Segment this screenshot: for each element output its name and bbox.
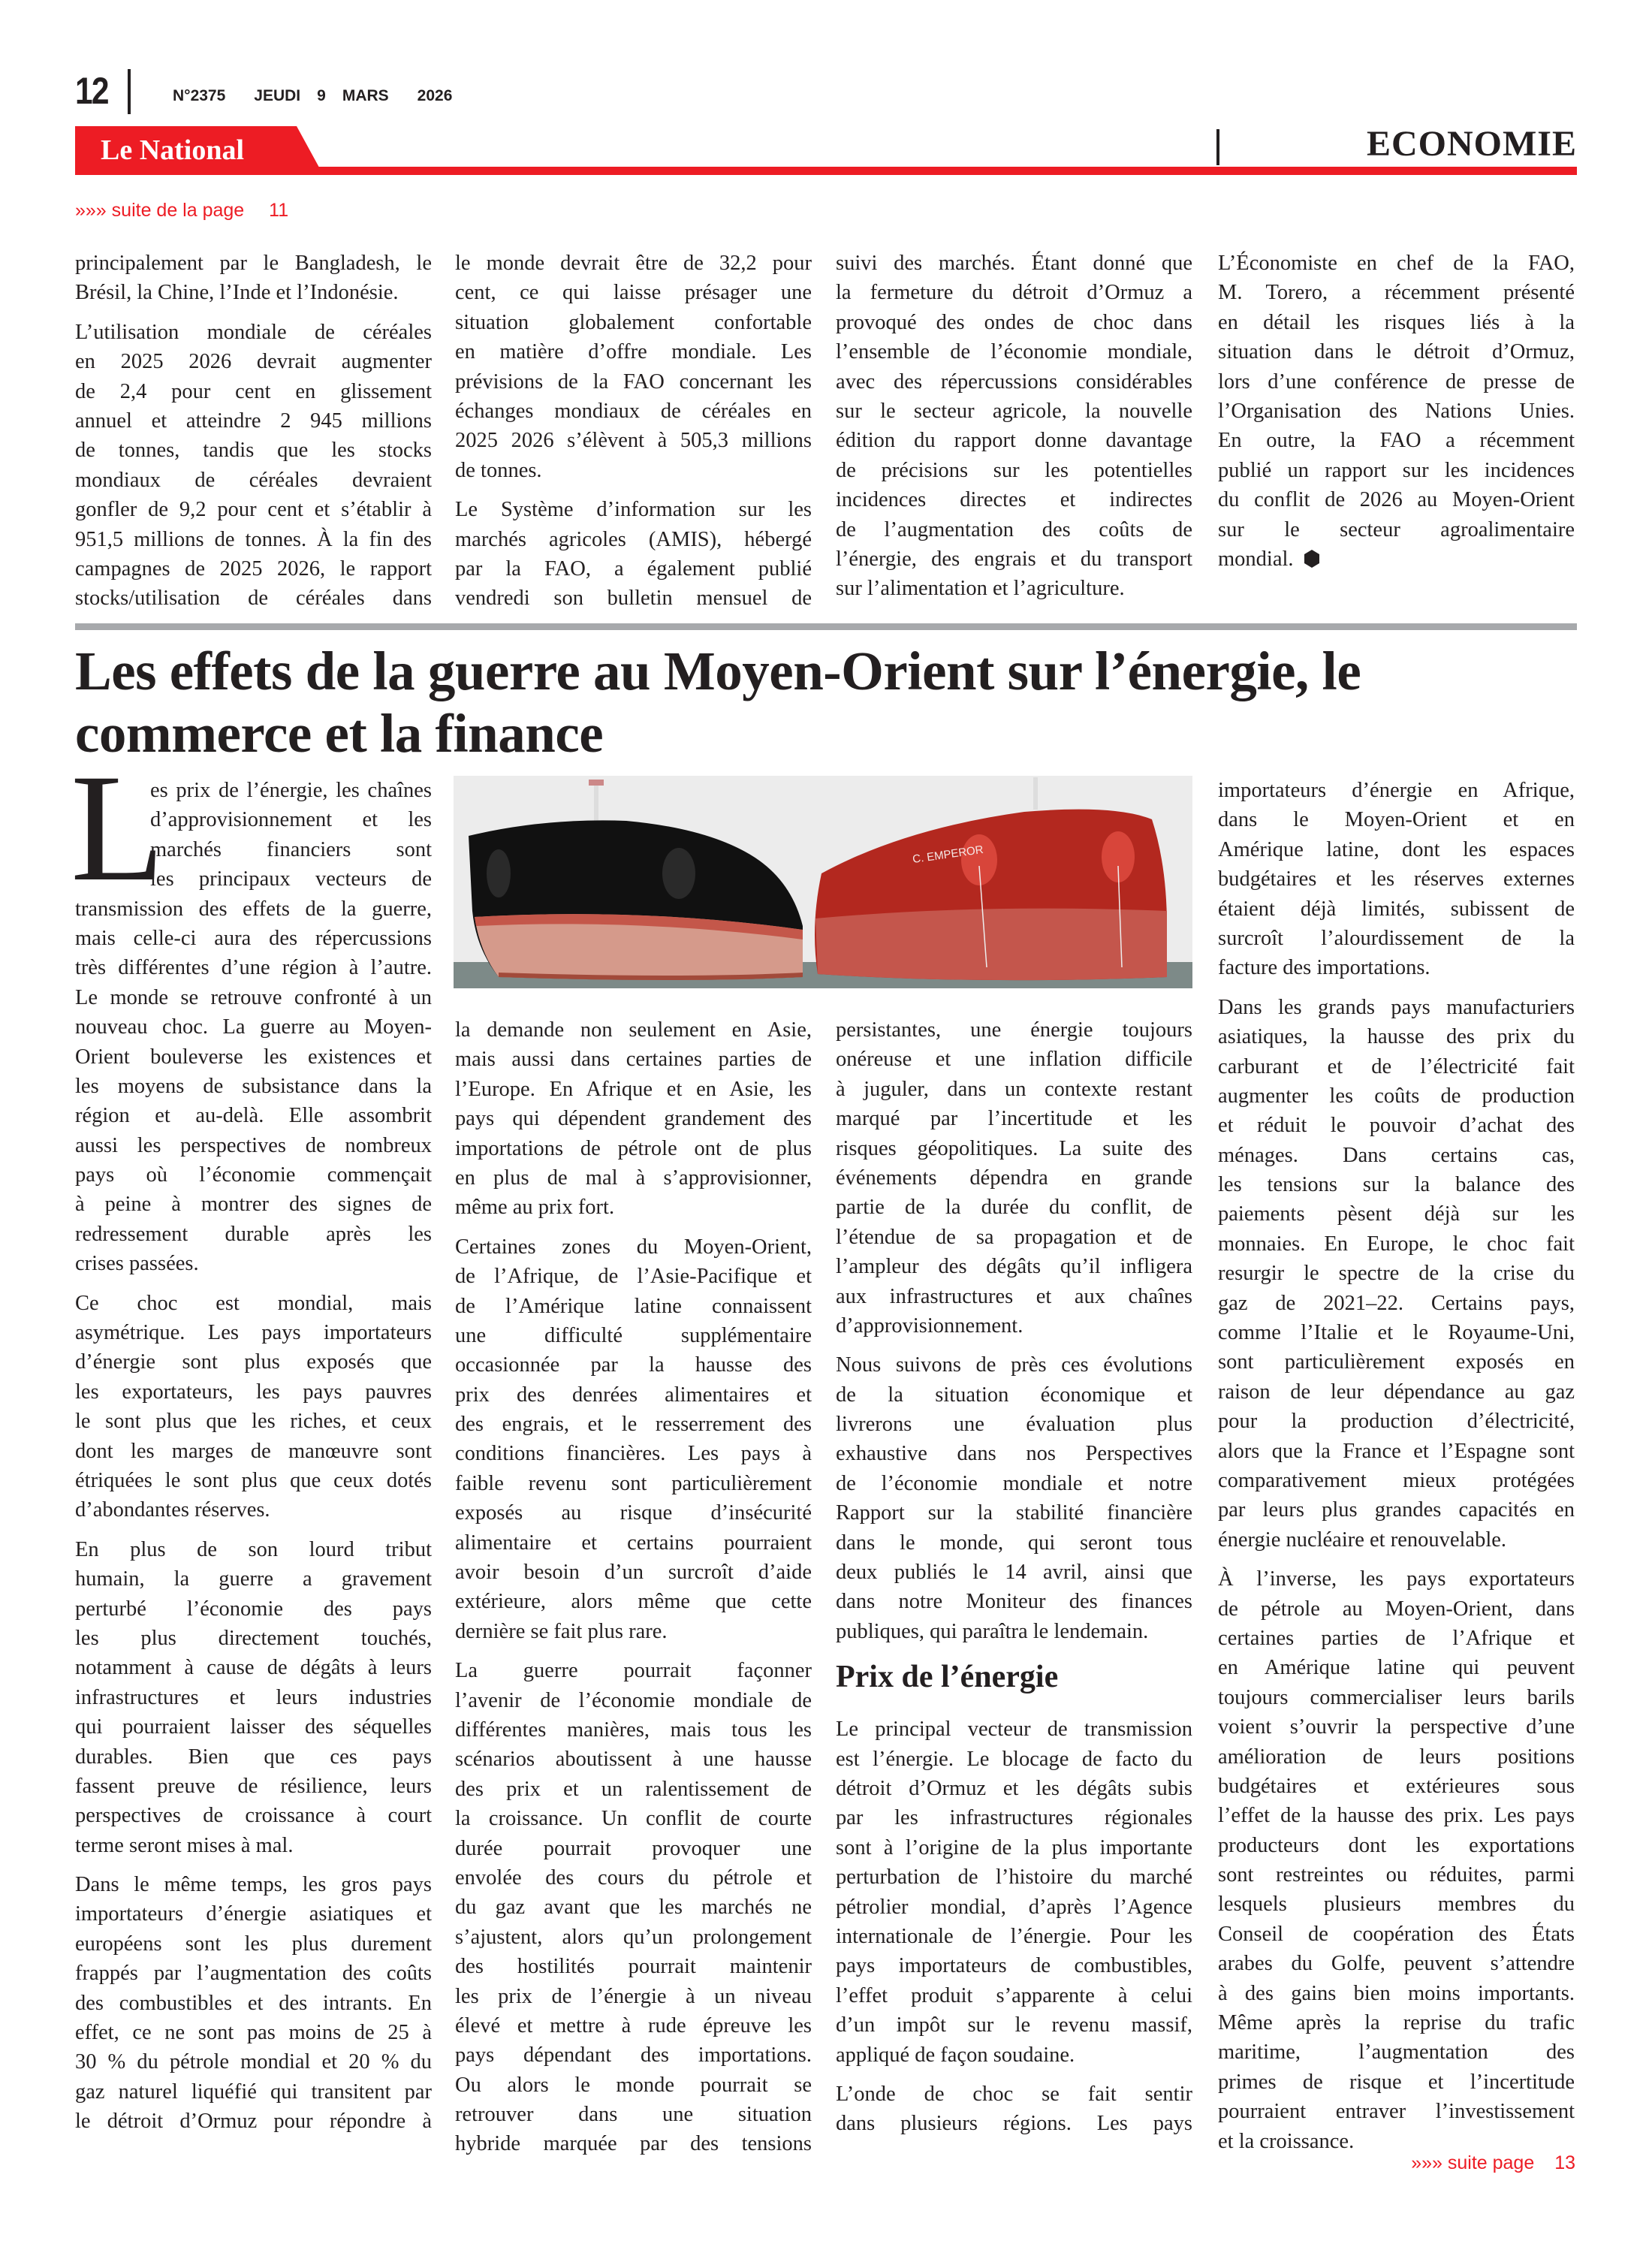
text-line: de pétrole au Moyen-Orient, dans [1218,1597,1575,1621]
text-line: transmission des effets de la guerre, [75,897,432,921]
text-line: Même après la reprise du trafic [1218,2011,1575,2035]
text-line: aux infrastructures et aux chaînes [836,1284,1192,1308]
text-line: durables. Bien que ces pays [75,1745,432,1769]
text-line: événements dépendra en grande [836,1166,1192,1190]
text-line: raison de leur dépendance au gaz [1218,1380,1575,1404]
text-line: par la FAO, a également publié [455,556,812,581]
text-line: publié un rapport sur les incidences [1218,458,1575,482]
subheading: Prix de l’énergie [836,1660,1059,1695]
text-line: les exportateurs, les pays pauvres [75,1380,432,1404]
issue-info [173,87,481,105]
text-line: Le Système d’information sur les [455,498,812,522]
text-line: Certaines zones du Moyen-Orient, [455,1235,812,1259]
text-line: occasionnée par la hausse des [455,1353,812,1377]
text-line: 951,5 millions de tonnes. À la fin des [75,527,432,551]
text-line: producteurs dont les exportations [1218,1833,1575,1857]
prev-article-column-4 [1218,249,1575,584]
text-line: pays qui dépendent grandement des [455,1107,812,1131]
text-line: comparativement mieux protégées [1218,1468,1575,1492]
text-line: gonfler de 9,2 pour cent et s’établir à [75,498,432,522]
continued-from-label: suite de la page [111,200,245,221]
text-line: l’énergie, des engrais et du transport [836,547,1192,571]
paragraph [455,249,812,485]
text-line: de tonnes. [455,458,542,482]
text-line: de l’augmentation des coûts de [836,517,1192,541]
text-line: pourraient entraver l’investissement [1218,2100,1575,2124]
text-line: étaient déjà limités, subissent de [1218,897,1575,921]
text-line: le détroit d’Ormuz pour répondre à [75,2110,432,2134]
text-line: ménages. Dans certains cas, [1218,1143,1575,1167]
text-line: persistantes, une énergie toujours [836,1018,1192,1042]
text-line: La guerre pourrait façonner [455,1659,812,1683]
text-line: du gaz avant que les marchés ne [455,1896,812,1920]
text-line: scénarios aboutissent à une hausse [455,1748,812,1772]
text-line: sur le secteur agroalimentaire [1218,517,1575,541]
tankers-photo [454,776,1192,988]
text-line: incidences directes et indirectes [836,488,1192,512]
paragraph [75,249,432,308]
text-line: humain, la guerre a gravement [75,1567,432,1591]
text-line: région et au-delà. Elle assombrit [75,1104,432,1128]
text-line: Orient bouleverse les existences et [75,1045,432,1069]
text-line: 2025 2026 s’élèvent à 505,3 millions [455,429,812,453]
text-line: dans plusieurs régions. Les pays [836,2112,1192,2136]
text-line: dont les marges de manœuvre sont [75,1439,432,1463]
text-line: est l’énergie. Le blocage de facto du [836,1747,1192,1771]
text-line: très différentes d’une région à l’autre. [75,956,432,980]
text-line: En plus de son lourd tribut [75,1537,432,1561]
text-line: à peine à montrer des signes de [75,1193,432,1217]
paragraph [455,1232,812,1646]
paragraph [75,318,432,614]
text-line: vendredi son bulletin mensuel de [455,587,812,611]
text-line: onéreuse et une inflation difficile [836,1048,1192,1072]
continued-to-link[interactable] [1411,2152,1575,2174]
text-line: Amérique latine, dont les espaces [1218,837,1575,861]
text-line: faible revenu sont particulièrement [455,1471,812,1495]
paragraph [1218,993,1575,1555]
text-line: durée pourrait provoquer une [455,1836,812,1860]
text-line: internationale de l’énergie. Pour les [836,1924,1192,1948]
text-line: d’un impôt sur le revenu massif, [836,2013,1192,2037]
article-column-3 [836,1015,1192,2149]
text-line: le sont plus que les riches, et ceux [75,1410,432,1434]
text-line: de l’économie mondiale et notre [836,1471,1192,1495]
issue-month: MARS [342,87,389,104]
text-line: et réduit le pouvoir d’achat des [1218,1114,1575,1138]
text-line: en matière d’offre mondiale. Les [455,340,812,364]
text-line: à juguler, dans un contexte restant [836,1077,1192,1101]
text-line: importations de pétrole ont de plus [455,1136,812,1160]
paragraph [836,1350,1192,1646]
text-line: Le principal vecteur de transmission [836,1718,1192,1742]
text-line: Dans les grands pays manufacturiers [1218,995,1575,1019]
text-line: l’Europe. En Afrique et en Asie, les [455,1077,812,1101]
text-line: surcroît l’alourdissement de la [1218,926,1575,950]
text-line: la fermeture du détroit d’Ormuz a [836,281,1192,305]
text-line: étriquées le sont plus que ceux dotés [75,1468,432,1492]
text-line: infrastructures et leurs industries [75,1685,432,1709]
text-line: la demande non seulement en Asie, [455,1018,812,1042]
text-line: Nous suivons de près ces évolutions [836,1353,1192,1377]
text-line: de précisions sur les potentielles [836,458,1192,482]
text-line: à des gains bien moins importants. [1218,1981,1575,2005]
continued-from-link[interactable] [75,200,288,222]
article-separator-rule [75,623,1577,630]
text-line: l’ampleur des dégâts qu’il infligera [836,1255,1192,1279]
text-line: asiatiques, la hausse des prix du [1218,1025,1575,1049]
text-line: en 2025 2026 devrait augmenter [75,350,432,374]
text-line: sont particulièrement exposés en [1218,1350,1575,1374]
text-line: terme seront mises à mal. [75,1833,294,1857]
text-line: dans notre Moniteur des finances [836,1590,1192,1614]
text-line: envolée des cours du pétrole et [455,1865,812,1890]
text-line: amélioration de leurs positions [1218,1745,1575,1769]
paragraph [75,1289,432,1525]
text-line: situation globalement confortable [455,310,812,334]
text-line: perturbé l’économie des pays [75,1597,432,1621]
text-line: l’effet produit s’apparente à celui [836,1983,1192,2007]
headline-line: Les effets de la guerre au Moyen-Orient sur l’énergie, le [75,641,1361,701]
text-line: annuel et atteindre 2 945 millions [75,409,432,433]
paragraph [836,1015,1192,1341]
paragraph [836,1715,1192,2070]
paragraph [1218,249,1575,574]
text-line: édition du rapport donne davantage [836,429,1192,453]
text-line: comme l’Italie et le Royaume-Uni, [1218,1321,1575,1345]
text-line: par leurs plus grandes capacités en [1218,1498,1575,1522]
text-line: échanges mondiaux de céréales en [455,399,812,423]
text-line: marchés agricoles (AMIS), hébergé [455,527,812,551]
text-line: monnaies. En Europe, le choc fait [1218,1232,1575,1256]
text-line: publiques, qui paraîtra le lendemain. [836,1619,1149,1643]
text-line: importateurs d’énergie asiatiques et [75,1902,432,1926]
text-line: l’ensemble de l’économie mondiale, [836,340,1192,364]
text-line: asymétrique. Les pays importateurs [75,1321,432,1345]
text-line: avec des répercussions considérables [836,369,1192,394]
text-line: des engrais, et le resserrement des [455,1413,812,1437]
text-line: Dans le même temps, les gros pays [75,1873,432,1897]
paragraph [836,249,1192,604]
paragraph [75,776,432,1279]
continued-to-page: 13 [1554,2152,1575,2173]
text-line: campagnes de 2025 2026, le rapport [75,556,432,581]
prev-article-column-3 [836,249,1192,614]
text-line: mondial. [1218,544,1575,574]
text-line: primes de risque et l’incertitude [1218,2070,1575,2094]
text-line: facture des importations. [1218,956,1430,980]
text-line: en Amérique latine qui peuvent [1218,1656,1575,1680]
text-line: en plus de mal à s’approvisionner, [455,1166,812,1190]
text-line: alors que la France et l’Espagne sont [1218,1439,1575,1463]
text-line: mais celle-ci aura des répercussions [75,926,432,950]
text-line: détroit d’Ormuz et les dégâts subis [836,1776,1192,1800]
text-line: en détail les risques liés à la [1218,310,1575,334]
text-line: partie de la durée du conflit, de [836,1196,1192,1220]
text-line: d’approvisionnement et les [150,808,432,832]
headline-line: commerce et la finance [75,703,604,764]
text-line: deux publiés le 14 avril, ainsi que [836,1561,1192,1585]
article-column-4 [1218,776,1575,2166]
text-line: des combustibles et des intrants. En [75,1991,432,2015]
article-column-1 [75,776,432,2146]
text-line: carburant et de l’électricité fait [1218,1054,1575,1078]
text-line: élevé et mettre à rude épreuve les [455,2013,812,2037]
text-line: 30 % du pétrole mondial et 20 % du [75,2050,432,2074]
text-line: les moyens de subsistance dans la [75,1074,432,1098]
text-line: Conseil de coopération des États [1218,1922,1575,1946]
text-line: le monde devrait être de 32,2 pour [455,252,812,275]
text-line: Le monde se retrouve confronté à un [75,985,432,1009]
end-mark-hexagon-icon [1304,547,1319,565]
text-line: des hostilités pourrait maintenir [455,1955,812,1979]
text-line: stocks/utilisation de céréales dans [75,587,432,611]
text-line: frappés par l’augmentation des coûts [75,1962,432,1986]
paragraph [836,2080,1192,2139]
text-line: arabes du Golfe, peuvent s’attendre [1218,1952,1575,1976]
text-line: sur l’alimentation et l’agriculture. [836,577,1125,601]
text-line: maritime, l’augmentation des [1218,2040,1575,2064]
text-line: exposés au risque d’insécurité [455,1501,812,1525]
text-line: augmenter les coûts de production [1218,1084,1575,1108]
text-line: les tensions sur la balance des [1218,1173,1575,1197]
text-line: Ce choc est mondial, mais [75,1291,432,1315]
text-line: pour la production d’électricité, [1218,1410,1575,1434]
text-line: qui pourraient laisser des séquelles [75,1715,432,1739]
prev-article-column-1 [75,249,432,623]
text-line: voient s’ouvrir la perspective d’une [1218,1715,1575,1739]
text-line: alimentaire et certains pourraient [455,1531,812,1555]
continued-to-label: suite page [1447,2152,1535,2173]
text-line: gaz naturel liquéfié qui transitent par [75,2080,432,2104]
text-line: différentes manières, mais tous les [455,1718,812,1742]
continued-from-page: 11 [269,200,289,221]
text-line: exhaustive dans nos Perspectives [836,1442,1192,1466]
text-line: d’approvisionnement. [836,1313,1023,1338]
text-line: des prix et un ralentissement de [455,1777,812,1801]
text-line: principalement par le Bangladesh, le [75,252,432,275]
text-line: l’avenir de l’économie mondiale de [455,1688,812,1712]
continued-arrows-icon: »»» [1411,2152,1442,2173]
text-line: les plus directement touchés, [75,1626,432,1650]
paragraph [1218,1564,1575,2156]
issue-weekday: JEUDI [254,87,301,104]
text-line: redressement durable après les [75,1222,432,1246]
text-line: suivi des marchés. Étant donné que [836,252,1192,275]
text-line: nouveau choc. La guerre au Moyen- [75,1015,432,1039]
text-line: perturbation de l’histoire du marché [836,1865,1192,1890]
text-line: hybride marquée par des tensions [455,2132,812,2156]
paragraph [1218,776,1575,983]
text-line: pays importateurs de combustibles, [836,1954,1192,1978]
page-number-divider [128,69,131,114]
text-line: Rapport sur la stabilité financière [836,1501,1192,1525]
section-title: ECONOMIE [1366,124,1577,164]
text-line: dans le Moyen-Orient et en [1218,808,1575,832]
text-line: risques géopolitiques. La suite des [836,1136,1192,1160]
text-line: l’Organisation des Nations Unies. [1218,399,1575,423]
text-line: effet, ce ne sont pas moins de 25 à [75,2021,432,2045]
text-line: les prix de l’énergie à un niveau [455,1984,812,2008]
text-line: l’étendue de sa propagation et de [836,1225,1192,1249]
text-line: livrerons une évaluation plus [836,1413,1192,1437]
text-line: marchés financiers sont [150,837,432,861]
issue-day: 9 [317,87,326,104]
text-line: avoir besoin d’un surcroît d’aide [455,1561,812,1585]
text-line: paiements pèsent déjà sur les [1218,1202,1575,1226]
text-line: d’énergie sont plus exposés que [75,1350,432,1374]
text-line: L’utilisation mondiale de céréales [75,320,432,344]
text-line: les principaux vecteurs de [150,867,432,891]
text-line: pétrolier mondial, d’après l’Agence [836,1895,1192,1919]
text-line: par les infrastructures régionales [836,1806,1192,1830]
text-line: marqué par l’incertitude et les [836,1107,1192,1131]
text-line: et la croissance. [1218,2129,1355,2153]
text-line: même au prix fort. [455,1196,615,1220]
text-line: s’ajustent, alors qu’un prolongement [455,1925,812,1949]
text-line: L’onde de choc se fait sentir [836,2082,1192,2106]
paragraph [455,495,812,614]
text-line: toujours commercialiser leurs barils [1218,1685,1575,1709]
text-line: situation dans le détroit d’Ormuz, [1218,340,1575,364]
text-line: l’effet de la hausse des prix. Les pays [1218,1804,1575,1828]
paragraph [455,1656,812,2159]
text-line: lors d’une conférence de presse de [1218,369,1575,394]
text-line: L’Économiste en chef de la FAO, [1218,252,1575,275]
continued-arrows-icon: »»» [75,200,107,221]
paragraph [75,1535,432,1860]
text-line: prix des denrées alimentaires et [455,1383,812,1407]
text-line: de 2,4 pour cent en glissement [75,379,432,403]
text-line: énergie nucléaire et renouvelable. [1218,1528,1507,1552]
text-line: de l’Afrique, de l’Asie-Pacifique et [455,1265,812,1289]
drop-cap: L [71,743,165,913]
text-line: pays dépendant des importations. [455,2043,812,2068]
paragraph [455,1015,812,1223]
text-line: de tonnes, tandis que les stocks [75,439,432,463]
issue-year: 2026 [417,87,453,104]
text-line: crises passées. [75,1252,199,1276]
text-line: Ou alors le monde pourrait se [455,2073,812,2097]
article-headline [75,640,1584,765]
text-line: du conflit de 2026 au Moyen-Orient [1218,488,1575,512]
text-line: budgétaires et les réserves externes [1218,867,1575,891]
text-line: de l’Amérique latine connaissent [455,1294,812,1318]
text-line: cent, ce qui laisse présager une [455,281,812,305]
text-line: budgétaires et extérieures sous [1218,1774,1575,1798]
text-line: la croissance. Un conflit de courte [455,1807,812,1831]
text-line: extérieure, alors même que cette [455,1590,812,1614]
text-line: de la situation économique et [836,1383,1192,1407]
text-line: sont restreintes ou réduites, parmi [1218,1863,1575,1887]
page-number: 12 [75,70,108,112]
text-line: M. Torero, a récemment présenté [1218,281,1575,305]
header-red-rule [75,167,1577,175]
text-line: es prix de l’énergie, les chaînes [150,779,432,802]
text-line: gaz de 2021–22. Certains pays, [1218,1291,1575,1315]
newspaper-logo: Le National [101,134,245,166]
text-line: européens sont les plus durement [75,1932,432,1956]
text-line: sur le secteur agricole, la nouvelle [836,399,1192,423]
prev-article-column-2 [455,249,812,623]
text-line: pays où l’économie commençait [75,1163,432,1187]
text-line: dans le monde, qui seront tous [836,1531,1192,1555]
text-line: fassent preuve de résilience, leurs [75,1774,432,1798]
text-line: sont à l’origine de la plus importante [836,1835,1192,1859]
text-line: Brésil, la Chine, l’Inde et l’Indonésie. [75,281,399,305]
text-line: mais aussi dans certaines parties de [455,1048,812,1072]
text-line: une difficulté supplémentaire [455,1323,812,1347]
text-line: conditions financières. Les pays à [455,1442,812,1466]
text-line: aussi les perspectives de nombreux [75,1133,432,1157]
issue-number: N°2375 [173,87,226,104]
text-line: certaines parties de l’Afrique et [1218,1626,1575,1650]
paragraph [75,1870,432,2137]
text-line: mondiaux de céréales devraient [75,468,432,492]
text-line: resurgir le spectre de la crise du [1218,1262,1575,1286]
text-line: En outre, la FAO a récemment [1218,429,1575,453]
text-line: lesquels plusieurs membres du [1218,1893,1575,1917]
section-divider [1216,129,1219,165]
text-line: d’abondantes réserves. [75,1498,270,1522]
text-line: notamment à cause de dégâts à leurs [75,1656,432,1680]
text-line: dernière se fait plus rare. [455,1619,668,1643]
text-line: retrouver dans une situation [455,2103,812,2127]
text-line: provoqué des ondes de choc dans [836,310,1192,334]
text-line: prévisions de la FAO concernant les [455,369,812,394]
text-line: À l’inverse, les pays exportateurs [1218,1567,1575,1591]
text-line: appliqué de façon soudaine. [836,2043,1075,2067]
ship-name: C. EMPEROR [912,843,984,866]
article-column-2 [455,1015,812,2169]
text-line: perspectives de croissance à court [75,1804,432,1828]
text-line: importateurs d’énergie en Afrique, [1218,779,1575,802]
